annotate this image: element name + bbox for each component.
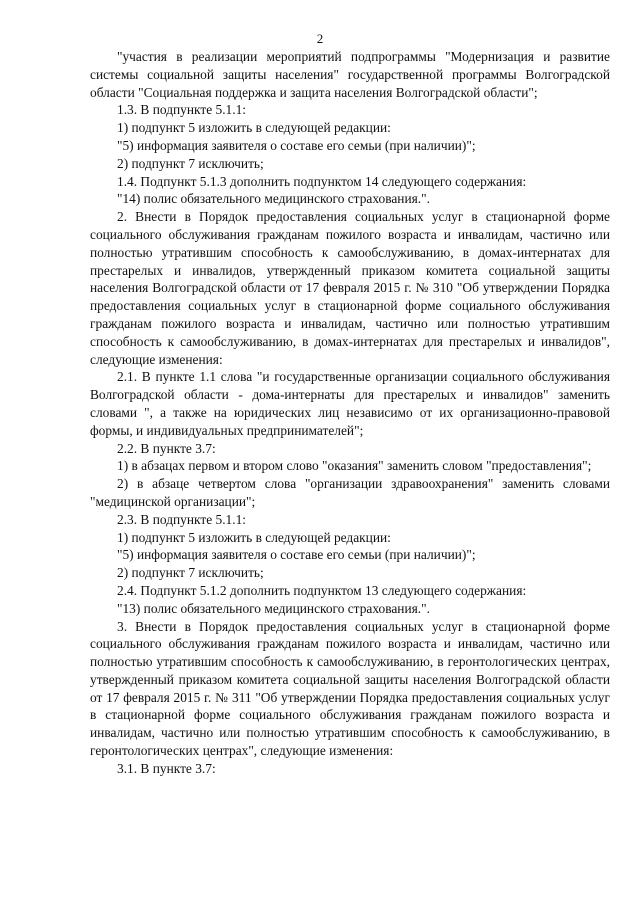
paragraph-2-2: 2.2. В пункте 3.7: [117, 440, 216, 456]
paragraph-1-3-item-1-text: "5) информация заявителя о составе его семьи (при наличии)"; [117, 137, 476, 153]
paragraph-2: 2. Внести в Порядок предоставления социальных услуг в стационарной форме социального обслуживания гражданам пожилого возраста и инвалидам, частично или полностью утратившим способность к самообслуживанию, в домах-интернатах для престарелых и инвалидов, утвержденный приказом комитета социальной защиты населения Волгоградской области от 17 февраля 2015 г. № 310 "Об утверждении Порядка предоставления социальных услуг в стационарной форме социального обслуживания гражданам пожилого возраста и инвалидам, частично или полностью утратившим способность к самообслуживанию, в домах-интернатах для престарелых и инвалидов", следующие изменения: [90, 209, 610, 367]
paragraph-2-4: 2.4. Подпункт 5.1.2 дополнить подпунктом 13 следующего содержания: [117, 582, 527, 598]
paragraph-2-3-item-2: 2) подпункт 7 исключить; [117, 565, 264, 581]
paragraph-2-2-item-1: 1) в абзацах первом и втором слово "оказания" заменить словом "предоставления"; [117, 458, 592, 474]
paragraph-1-3-item-1: 1) подпункт 5 изложить в следующей редакции: [117, 120, 391, 136]
paragraph-1-4: 1.4. Подпункт 5.1.3 дополнить подпунктом 14 следующего содержания: [117, 173, 527, 189]
document-body [90, 48, 610, 778]
page-number: 2 [316, 31, 324, 46]
paragraph-3-1: 3.1. В пункте 3.7: [117, 760, 216, 776]
paragraph-2-3-item-1-text: "5) информация заявителя о составе его семьи (при наличии)"; [117, 547, 476, 563]
paragraph-3: 3. Внести в Порядок предоставления социальных услуг в стационарной форме социального обслуживания гражданам пожилого возраста и инвалидам, частично или полностью утратившим способность к самообслуживанию, в геронтологических центрах, утвержденный приказом комитета социальной защиты населения Волгоградской области от 17 февраля 2015 г. № 311 "Об утверждении Порядка предоставления социальных услуг в стационарной форме социального обслуживания гражданам пожилого возраста и инвалидам, частично или полностью утратившим способность к самообслуживанию, в геронтологических центрах", следующие изменения: [90, 618, 610, 759]
paragraph-1-3: 1.3. В подпункте 5.1.1: [117, 102, 247, 118]
paragraph-1-3-item-2: 2) подпункт 7 исключить; [117, 155, 264, 171]
paragraph-2-3-item-1: 1) подпункт 5 изложить в следующей редакции: [117, 529, 391, 545]
paragraph-continuation: "участия в реализации мероприятий подпрограммы "Модернизация и развитие системы социальной защиты населения" государственной программы Волгоградской области "Социальная поддержка и защита населения Волгоградской области"; [90, 49, 610, 100]
paragraph-1-4-text: "14) полис обязательного медицинского страхования.". [117, 191, 430, 207]
paragraph-2-2-item-2: 2) в абзаце четвертом слова "организации здравоохранения" заменить словами "медицинской организации"; [90, 476, 610, 509]
paragraph-2-4-text: "13) полис обязательного медицинского страхования.". [117, 600, 430, 616]
paragraph-2-1: 2.1. В пункте 1.1 слова "и государственные организации социального обслуживания Волгоградской области - дома-интернаты для престарелых и инвалидов" заменить словами ", а также на юридических лиц независимо от их организационно-правовой формы, и индивидуальных предпринимателей"; [90, 369, 610, 438]
paragraph-2-3: 2.3. В подпункте 5.1.1: [117, 511, 247, 527]
